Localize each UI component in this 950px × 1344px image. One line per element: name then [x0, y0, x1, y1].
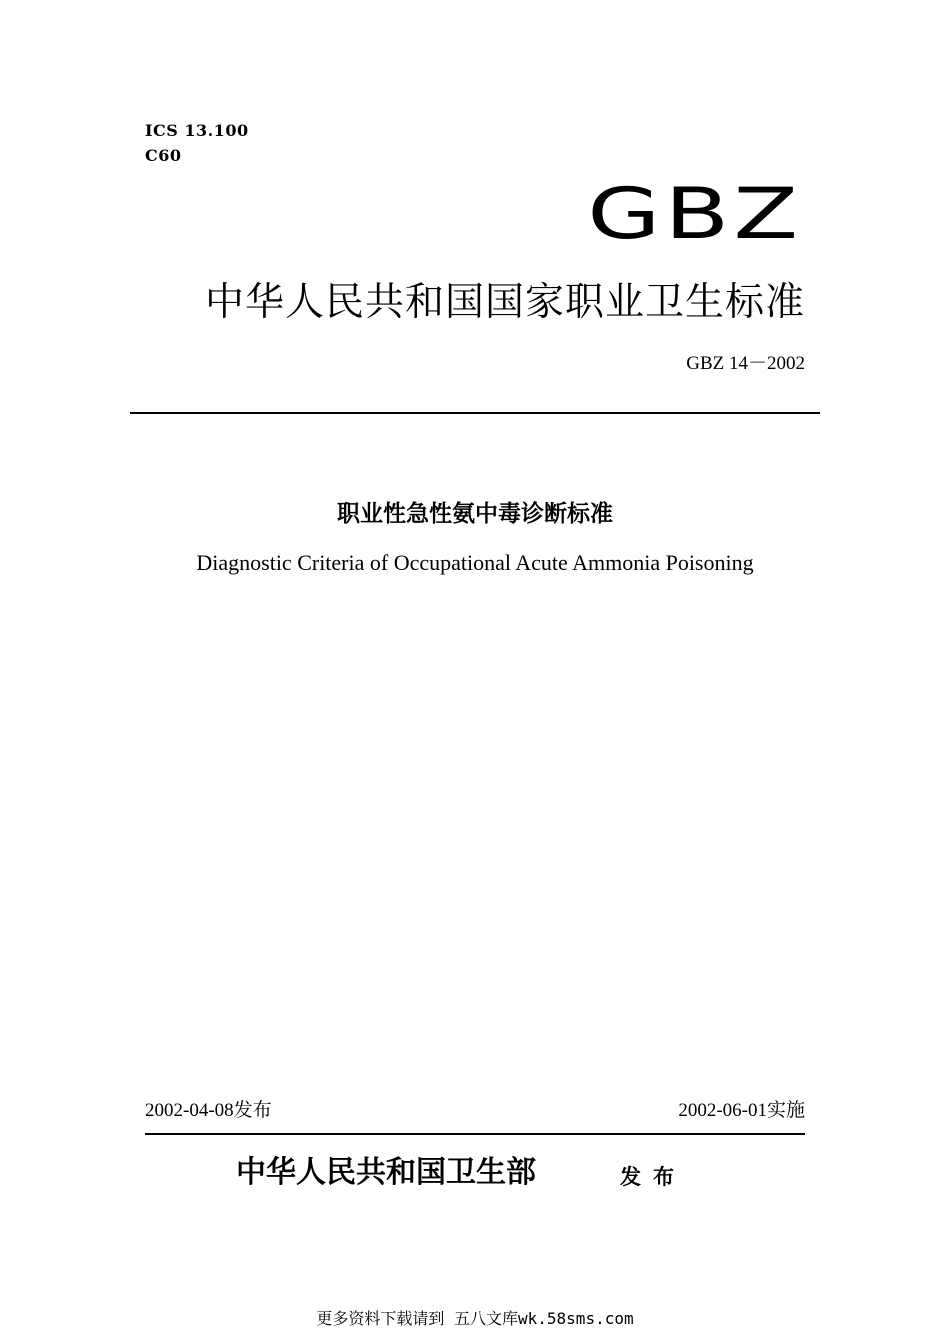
document-title-english: Diagnostic Criteria of Occupational Acute Ammonia Poisoning — [196, 550, 754, 575]
national-standard-title: 中华人民共和国国家职业卫生标准 — [204, 280, 805, 325]
implementation-label: 实施 — [766, 1100, 805, 1121]
implementation-date-value: 2002-06-01 — [678, 1100, 767, 1121]
top-divider — [130, 412, 820, 414]
publisher: 中华人民共和国卫生部 — [236, 1155, 536, 1190]
ccs-code: C60 — [145, 146, 182, 165]
issue-label: 发布 — [233, 1100, 272, 1121]
classification-block — [145, 118, 249, 168]
footer-download-note: 更多资料下载请到 五八文库wk.58sms.com — [316, 1309, 634, 1328]
issue-date — [145, 1097, 272, 1125]
publish-label: 发布 — [620, 1165, 686, 1189]
issue-date-value: 2002-04-08 — [145, 1100, 234, 1121]
gbz-logo: GBZ — [587, 173, 802, 255]
ics-code: ICS 13.100 — [145, 121, 249, 140]
standard-number: GBZ 14－2002 — [686, 353, 805, 374]
implementation-date — [678, 1097, 805, 1125]
document-title-chinese: 职业性急性氨中毒诊断标准 — [337, 501, 613, 527]
bottom-divider — [145, 1133, 805, 1135]
